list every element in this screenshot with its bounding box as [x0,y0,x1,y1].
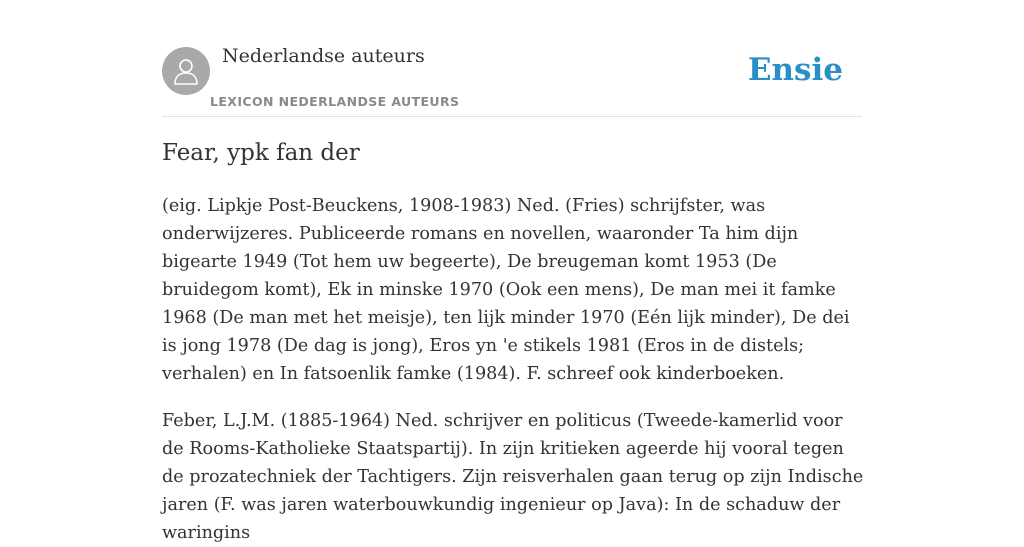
entry-paragraph: (eig. Lipkje Post-Beuckens, 1908-1983) Ned. (Fries) schrijfster, was onderwijzeres. Publiceerde romans en novellen, waaronder Ta him dijn bigearte 1949 (Tot hem uw begeerte), De breugeman komt 1953 (De bruidegom komt), Ek in minske 1970 (Ook een mens), De man mei it famke 1968 (De man met het meisje), ten lijk minder 1970 (Eén lijk minder), De dei is jong 1978 (De dag is jong), Eros yn 'e stikels 1981 (Eros in de distels; verhalen) en In fatsoenlik famke (1984). F. schreef ook kinderboeken. [162,196,850,384]
user-icon [171,56,201,86]
lexicon-subtitle: LEXICON NEDERLANDSE AUTEURS [210,94,460,109]
main-container [162,0,864,543]
author-name-link[interactable]: Nederlandse auteurs [222,45,425,67]
ensie-logo-link[interactable]: Ensie [747,52,843,88]
entry-title: Fear, ypk fan der [162,140,360,166]
avatar[interactable] [162,47,210,95]
entry-paragraph: Feber, L.J.M. (1885-1964) Ned. schrijver en politicus (Tweede-kamerlid voor de Rooms-Katholieke Staatspartij). In zijn kritieken ageerde hij vooral tegen de prozatechniek der Tachtigers. Zijn reisverhalen gaan terug op zijn Indische jaren (F. was jaren waterbouwkundig ingenieur op Java): In de schaduw der waringins [162,411,864,543]
header [162,0,862,117]
